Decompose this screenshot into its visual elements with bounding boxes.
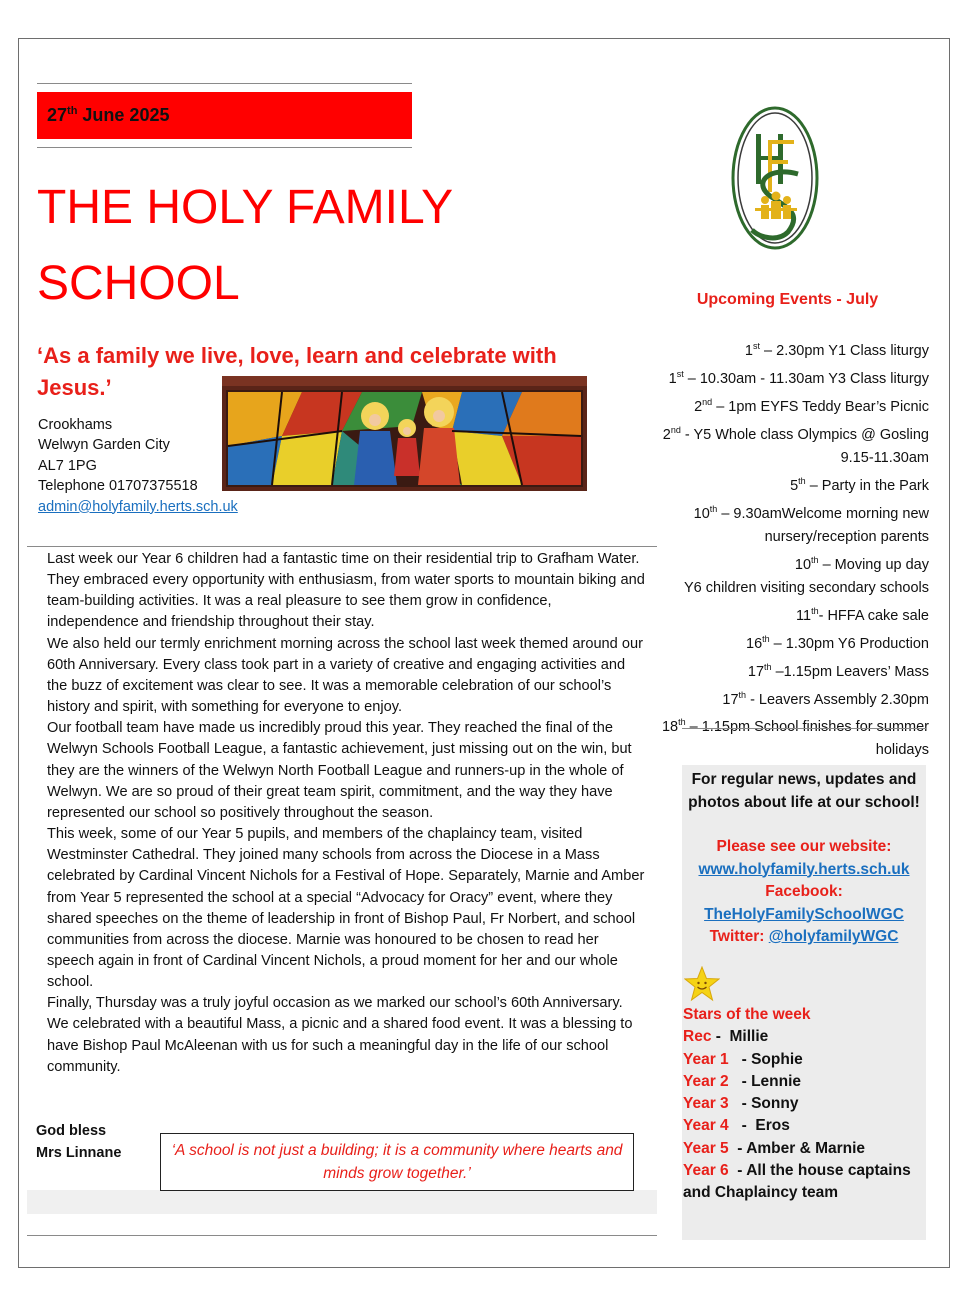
stars-title: Stars of the week — [683, 1006, 811, 1023]
date-banner — [37, 92, 412, 139]
article-paragraph: We also held our termly enrichment morning across the school last week themed around our 60th Anniversary. Every class took part in a variety of creative and engaging activities and the buzz of excitement was clear to see. It was a memorable celebration of our school’s history and spirit, with something for everyone to enjoy. — [47, 635, 643, 716]
article-paragraph: Finally, Thursday was a truly joyful occasion as we marked our school’s 60th Anniversary. We celebrated with a beautiful Mass, a picnic and a shared food event. It was a blessing to have Bishop Paul McAleenan with us for such a meaningful day in the life of our school community. — [47, 995, 633, 1075]
signoff-blessing: God bless — [36, 1123, 107, 1139]
twitter-label: Twitter: — [709, 928, 769, 945]
issue-date: 27th June 2025 — [47, 105, 170, 125]
event-item: 10th – 9.30amWelcome morning new nursery/reception parents — [693, 503, 929, 545]
info-links — [682, 836, 926, 949]
divider — [27, 1235, 657, 1236]
facebook-label: Facebook: — [765, 883, 843, 900]
events-list — [640, 335, 929, 762]
star-row: Year 6 - All the house captains and Chaplaincy team — [683, 1162, 916, 1202]
event-item: 1st – 2.30pm Y1 Class liturgy — [744, 341, 929, 359]
article-paragraph: This week, some of our Year 5 pupils, and members of the chaplaincy team, visited Westminster Cathedral. They joined many schools from across the Diocese in a Mass celebrated by Cardinal Vincent Nichols for a Festival of Hope. Separately, Marnie and Amber from Year 5 represented the school at a special “Advocacy for Oracy” event, where they shared speeches on the theme of leadership in front of Bishop Paul, Fr Norbert, and school communities from across the diocese. Marnie was honoured to be chosen to read her speech again in front of Cardinal Vincent Nichols, a proud moment for her and our whole school. — [47, 826, 645, 991]
event-item: 18th – 1.15pm School finishes for summer holidays — [661, 717, 929, 759]
divider — [27, 546, 657, 547]
facebook-link[interactable]: TheHolyFamilySchoolWGC — [704, 905, 904, 923]
event-item: 2nd - Y5 Whole class Olympics @ Gosling 9.15-11.30am — [662, 424, 929, 466]
star-row: Rec - Millie — [683, 1028, 769, 1046]
address-line: Crookhams — [38, 417, 113, 433]
star-row: Year 5 - Amber & Marnie — [683, 1139, 866, 1157]
article-paragraph: Our football team have made us incredibly proud this year. They reached the final of the Welwyn Schools Football League, a fantastic achievement, just missing out on the win, but they are the winners of the Welwyn North Football League and runners-up in the whole of Welwyn. We are so proud of their great team spirit, commitment, and the way they have represented our school so positively throughout the season. — [47, 720, 632, 821]
event-item: 17th –1.15pm Leavers’ Mass — [747, 661, 929, 680]
events-title: Upcoming Events - July — [696, 291, 879, 308]
website-link[interactable]: www.holyfamily.herts.sch.uk — [698, 860, 910, 878]
star-row: Year 3 - Sonny — [683, 1095, 799, 1113]
school-address — [38, 415, 238, 517]
school-name: THE HOLY FAMILY SCHOOL — [37, 181, 453, 310]
event-item: 5th – Party in the Park — [790, 475, 929, 494]
quote-text: ‘A school is not just a building; it is a community where hearts and minds grow together.’ — [171, 1142, 623, 1182]
signoff-name: Mrs Linnane — [36, 1145, 122, 1161]
divider — [682, 728, 926, 729]
stars-of-the-week — [683, 1004, 928, 1205]
twitter-link[interactable]: @holyfamilyWGC — [768, 928, 899, 945]
footer-strip — [27, 1190, 657, 1214]
school-motto: ‘As a family we live, love, learn and celebrate with Jesus.’ — [37, 343, 557, 400]
divider — [37, 83, 412, 84]
address-line: Welwyn Garden City — [38, 437, 170, 454]
info-heading: For regular news, updates and photos about life at our school! — [688, 771, 920, 811]
quote-box — [160, 1133, 634, 1191]
event-item: 2nd – 1pm EYFS Teddy Bear’s Picnic — [694, 396, 929, 415]
event-item: 11th- HFFA cake sale — [796, 605, 929, 624]
divider — [37, 147, 412, 148]
star-row: Year 2 - Lennie — [683, 1072, 802, 1090]
event-item: 16th – 1.30pm Y6 Production — [746, 633, 929, 652]
smiling-star-icon — [684, 966, 720, 1002]
star-row: Year 1 - Sophie — [683, 1050, 803, 1068]
event-item: 10th – Moving up day — [794, 554, 929, 573]
event-item: Y6 children visiting secondary schools — [683, 579, 929, 596]
article-paragraph: Last week our Year 6 children had a fantastic time on their residential trip to Grafham Water. They embraced every opportunity with enthusiasm, from water sports to mountain biking and team-building activities. It was a real pleasure to see them grow in confidence, independence and friendship throughout their stay. — [47, 551, 645, 631]
event-item: 1st – 10.30am - 11.30am Y3 Class liturgy — [668, 368, 929, 387]
newsletter-article — [47, 549, 645, 1078]
website-label: Please see our website: — [716, 838, 892, 855]
email-link[interactable]: admin@holyfamily.herts.sch.uk — [38, 498, 238, 515]
star-row: Year 4 - Eros — [683, 1117, 790, 1135]
stained-glass-window-image — [222, 376, 587, 491]
address-postcode: AL7 1PG — [38, 457, 97, 474]
signoff — [36, 1120, 121, 1164]
address-phone: Telephone 01707375518 — [38, 478, 198, 495]
school-crest-logo — [730, 104, 820, 252]
event-item: 17th - Leavers Assembly 2.30pm — [722, 689, 929, 708]
